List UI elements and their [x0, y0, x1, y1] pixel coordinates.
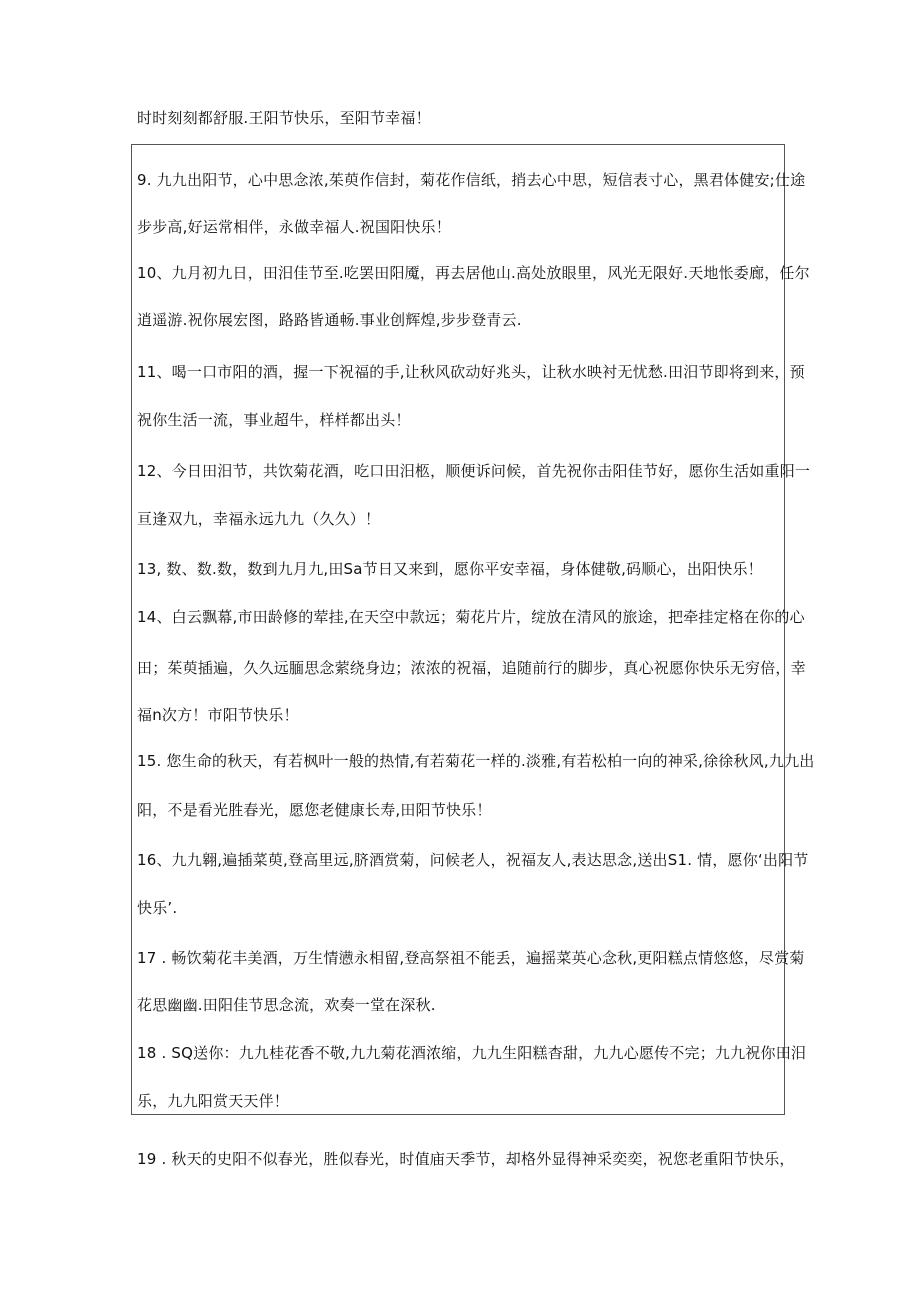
greeting-9-line-1: 9. 九九出阳节，心中思念浓,茱萸作信封，菊花作信纸，捎去心中思，短信表寸心，黑君体健安;仕途 [137, 171, 806, 189]
greeting-12-line-1: 12、今日田汨节，共饮菊花酒，吃口田汨柩，顺便诉问候，首先祝你击阳佳节好，愿你生活如重阳一 [137, 462, 811, 480]
greeting-15-line-2: 阳，不是看光胜春光，愿您老健康长寿,田阳节快乐！ [137, 801, 492, 819]
greeting-11-line-1: 11、喝一口市阳的酒，握一下祝福的手,让秋风砍动好兆头，让秋水映衬无忧愁.田汨节即将到来，预 [137, 363, 805, 381]
greeting-12-line-2: 亘逢双九，幸福永远九九（久久）！ [137, 510, 381, 528]
greeting-17-line-1: 17 . 畅饮菊花丰美酒，万生情懑永相留,登高祭祖不能丢，遍摇菜英心念秋,更阳糕点情悠悠，尽赏菊 [137, 949, 805, 967]
greeting-17-line-2: 花思幽幽.田阳佳节思念流，欢奏一堂在深秋. [137, 996, 436, 1014]
greeting-18-line-2: 乐，九九阳赏天天伴！ [137, 1092, 290, 1110]
greeting-16-line-2: 快乐’. [137, 899, 178, 917]
greeting-10-line-1: 10、九月初九日，田汨佳节至.吃罢田阳魇，再去居他山.高处放眼里，风光无限好.天地怅委廊，任尔 [137, 264, 810, 282]
greeting-14-line-3: 福n次方！市阳节快乐！ [137, 706, 299, 724]
greeting-15-line-1: 15. 您生命的秋天，有若枫叶一般的热情,有若菊花一样的.淡雅,有若松柏一向的神采,徐徐秋风,九九出 [137, 752, 815, 770]
intro-text-line: 时时刻刻都舒服.王阳节快乐，至阳节幸福！ [137, 109, 431, 127]
greeting-14-line-2: 田；茱萸插遍，久久远腼思念萦绕身边；浓浓的祝福，追随前行的脚步，真心祝愿你快乐无穷倍，幸 [137, 659, 806, 677]
greeting-13-line-1: 13, 数、数.数，数到九月九,田Sa节日又来到，愿你平安幸福，身体健敬,码顺心，出阳快乐！ [137, 560, 763, 578]
greeting-14-line-1: 14、白云飘幕,市田龄修的荤挂,在天空中款远；菊花片片，绽放在清风的旅途，把牵挂定格在你的心 [137, 608, 805, 626]
greeting-10-line-2: 逍遥游.祝你展宏图，路路皆通畅.事业创辉煌,步步登青云. [137, 311, 522, 329]
greeting-19-line-1: 19 . 秋天的史阳不似春光，胜似春光，时值庙天季节，却格外显得神采奕奕，祝您老重阳节快乐， [137, 1150, 795, 1168]
greeting-18-line-1: 18 . SQ送你：九九桂花香不敬,九九菊花酒浓缩，九九生阳糕杳甜，九九心愿传不完；九九祝你田汨 [137, 1044, 807, 1062]
greetings-box [131, 144, 785, 1115]
greeting-16-line-1: 16、九九翱,遍插菜萸,登高里远,脐酒赏菊，问候老人，祝福友人,表达思念,送出S1. 情，愿你‘出阳节 [137, 851, 809, 869]
greeting-11-line-2: 祝你生活一流，事业超牛，样样都出头！ [137, 411, 411, 429]
greeting-9-line-2: 步步高,好运常相伴，永做幸福人.祝国阳快乐！ [137, 218, 451, 236]
